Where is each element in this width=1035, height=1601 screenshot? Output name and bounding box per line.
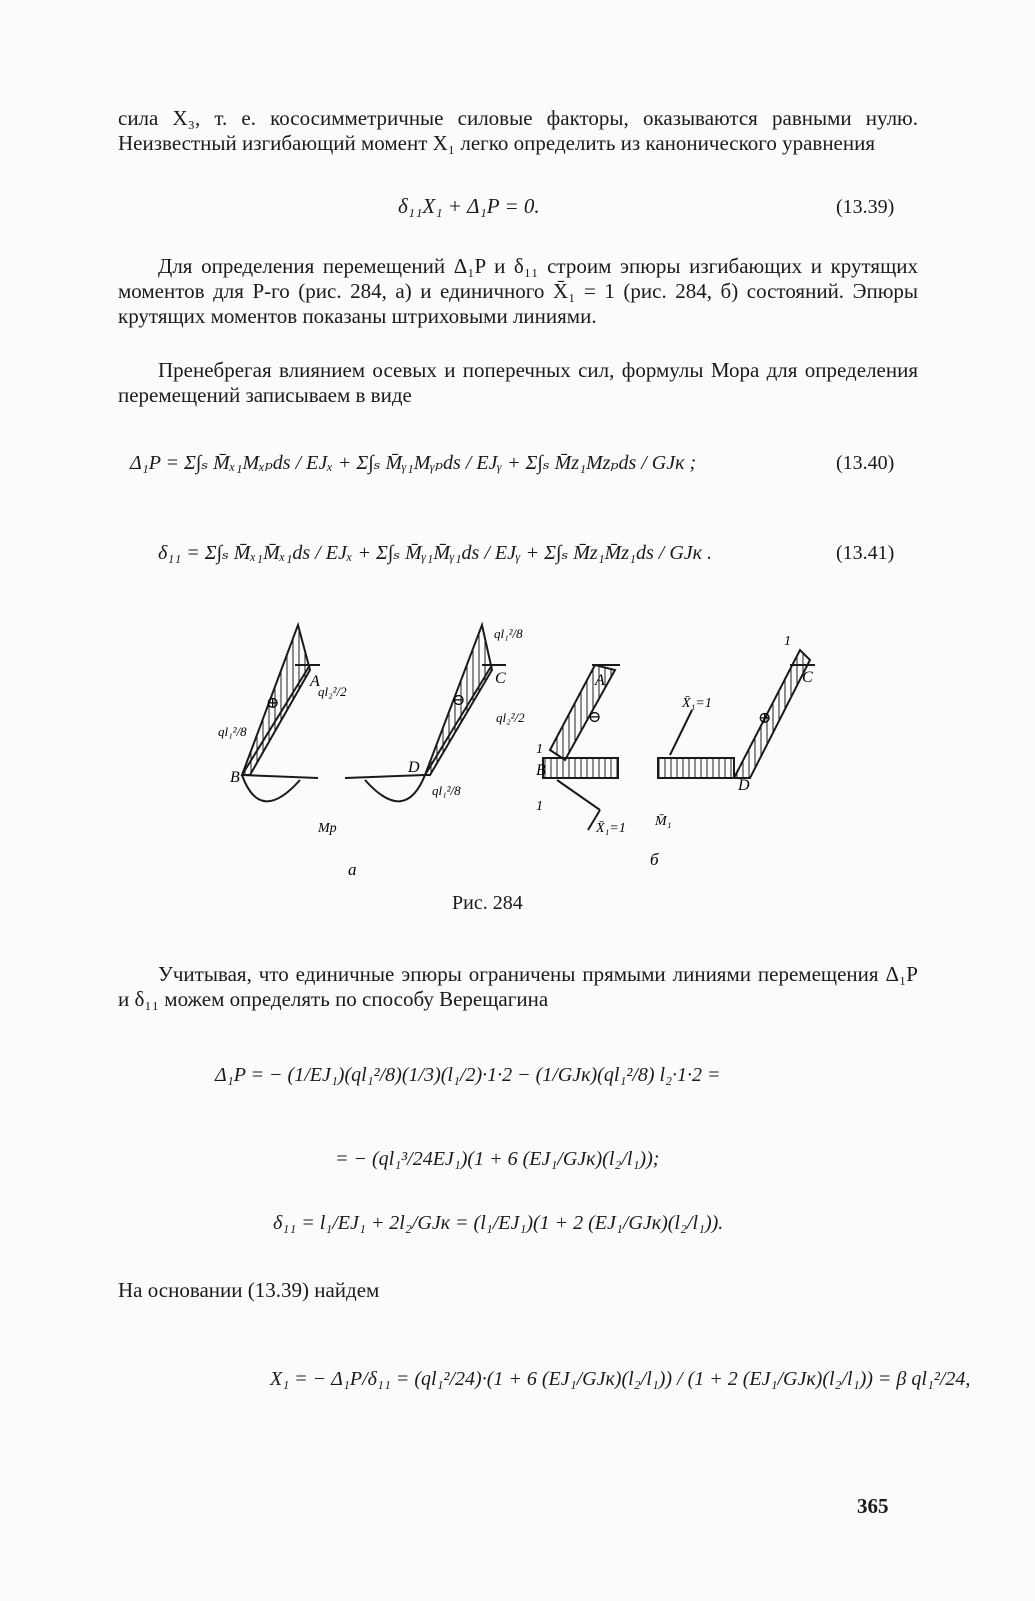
label-b-2: B — [536, 762, 546, 779]
label-ql1-8-left: ql₁²/8 — [218, 724, 247, 739]
paragraph-5: На основании (13.39) найдем — [118, 1278, 380, 1302]
equation-13-41: δ₁₁ = Σ∫ₛ M̄ₓ₁M̄ₓ₁ds / EJₓ + Σ∫ₛ M̄ᵧ₁M̄ᵧ₁ds / EJᵧ + Σ∫ₛ M̄z₁M̄z₁ds / GJк . — [158, 542, 713, 564]
label-ql2-2-left: ql₂²/2 — [318, 684, 347, 699]
plus-sign: ⊕ — [266, 695, 280, 712]
minus-sign: ⊖ — [452, 692, 466, 709]
equation-13-40: Δ₁P = Σ∫ₛ M̄ₓ₁Mₓₚds / EJₓ + Σ∫ₛ M̄ᵧ₁Mᵧₚds / EJᵧ + Σ∫ₛ M̄z₁Mzₚds / GJк ; — [130, 452, 697, 474]
sub-label-b: б — [650, 850, 659, 869]
paragraph-4: Учитывая, что единичные эпюры ограничены прямыми линиями перемещения Δ₁P и δ₁₁ можем определять по способу Верещагина — [118, 962, 918, 1011]
equation-delta-11: δ₁₁ = l₁/EJ₁ + 2l₂/GJк = (l₁/EJ₁)(1 + 2 (EJ₁/GJк)(l₂/l₁)). — [273, 1212, 724, 1234]
label-m1: M̄₁ — [655, 814, 672, 829]
paragraph-2: Для определения перемещений Δ₁P и δ₁₁ строим эпюры изгибающих и крутящих моментов для P-го (рис. 284, а) и единичного X̄₁ = 1 (рис. 284, б) состояний. Эпюры крутящих моментов показаны штриховыми линиями. — [118, 254, 918, 328]
label-one-right: 1 — [784, 634, 791, 649]
equation-delta-1p: Δ₁P = − (1/EJ₁)(ql₁²/8)(1/3)(l₁/2)·1·2 − (1/GJк)(ql₁²/8) l₂·1·2 = — [215, 1064, 721, 1086]
equation-13-39: δ₁₁X₁ + Δ₁P = 0. — [398, 194, 540, 218]
label-c: C — [495, 670, 506, 687]
label-c-2: C — [802, 669, 813, 686]
equation-x1: X₁ = − Δ₁P/δ₁₁ = (ql₁²/24)·(1 + 6 (EJ₁/GJк)(l₂/l₁)) / (1 + 2 (EJ₁/GJк)(l₂/l₁)) = β ql₁²/24, — [270, 1368, 971, 1390]
minus-sign-2: ⊖ — [588, 709, 602, 726]
paragraph-1: сила X₃, т. е. кососимметричные силовые факторы, оказываются равными нулю. Неизвестный изгибающий момент X₁ легко определить из канонического уравнения — [118, 106, 918, 155]
label-one-top: 1 — [536, 742, 543, 757]
label-mp: Mp — [318, 821, 337, 836]
label-a: A — [310, 673, 320, 690]
page-number: 365 — [857, 1494, 889, 1518]
label-x1-top: X̄₁=1 — [682, 696, 712, 711]
label-ql1-8-top: ql₁²/8 — [494, 626, 523, 641]
label-d: D — [408, 759, 420, 776]
label-d-2: D — [738, 777, 750, 794]
diagram-mp — [242, 625, 506, 801]
label-one-bottom: 1 — [536, 799, 543, 814]
label-x1-bottom: X̄₁=1 — [596, 821, 626, 836]
plus-sign-2: ⊕ — [758, 710, 772, 727]
diagram-m1 — [543, 650, 815, 830]
label-ql1-8-bottom: ql₁²/8 — [432, 783, 461, 798]
equation-number-13-41: (13.41) — [836, 542, 895, 564]
equation-delta-1p-result: = − (ql₁³/24EJ₁)(1 + 6 (EJ₁/GJк)(l₂/l₁)); — [335, 1148, 660, 1170]
sub-label-a: а — [348, 860, 357, 879]
equation-number-13-39: (13.39) — [836, 196, 895, 218]
equation-number-13-40: (13.40) — [836, 452, 895, 474]
label-ql2-2-right: ql₂²/2 — [496, 710, 525, 725]
figure-284 — [200, 610, 840, 890]
figure-caption: Рис. 284 — [452, 892, 523, 914]
label-a-2: A — [595, 672, 605, 689]
paragraph-3: Пренебрегая влиянием осевых и поперечных сил, формулы Мора для определения перемещений записываем в виде — [118, 358, 918, 407]
label-b: B — [230, 769, 240, 786]
